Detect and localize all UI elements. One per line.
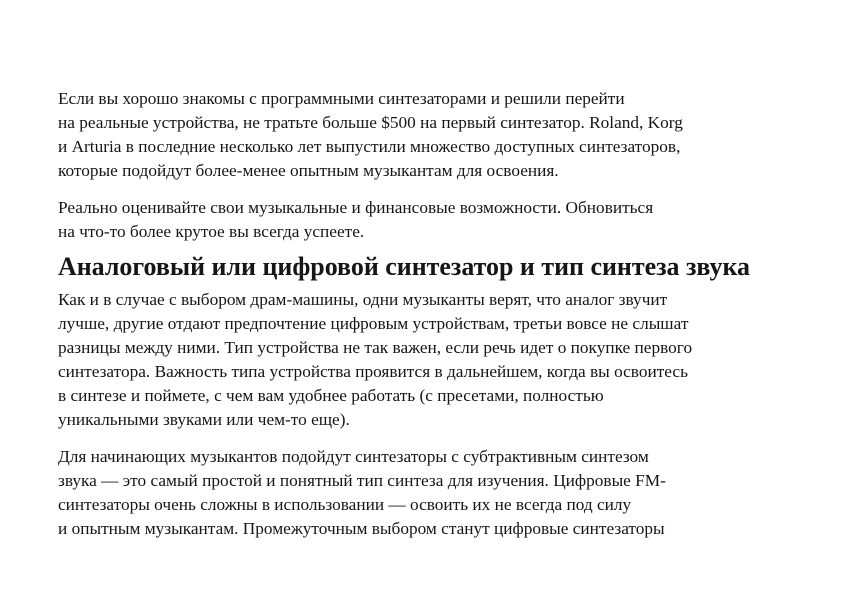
paragraph-line: и Arturia в последние несколько лет выпустили множество доступных синтезаторов, <box>58 137 681 156</box>
paragraph-line: Реально оценивайте свои музыкальные и финансовые возможности. Обновиться <box>58 198 654 217</box>
paragraph-line: синтезатора. Важность типа устройства проявится в дальнейшем, когда вы освоитесь <box>58 362 688 381</box>
paragraph-line: Для начинающих музыкантов подойдут синтезаторы с субтрактивным синтезом <box>58 447 649 466</box>
paragraph-line: и опытным музыкантам. Промежуточным выбором станут цифровые синтезаторы <box>58 519 665 538</box>
paragraph-line: в синтезе и поймете, с чем вам удобнее работать (с пресетами, полностью <box>58 386 604 405</box>
paragraph-line: разницы между ними. Тип устройства не так важен, если речь идет о покупке первого <box>58 338 693 357</box>
paragraph-line: синтезаторы очень сложны в использовании — освоить их не всегда под силу <box>58 495 632 514</box>
paragraph-line: Если вы хорошо знакомы с программными синтезаторами и решили перейти <box>58 89 625 108</box>
paragraph-line: на реальные устройства, не тратьте больше $500 на первый синтезатор. Roland, Korg <box>58 113 683 132</box>
paragraph-line: которые подойдут более-менее опытным музыкантам для освоения. <box>58 161 559 180</box>
paragraph-line: Как и в случае с выбором драм-машины, одни музыканты верят, что аналог звучит <box>58 290 668 309</box>
paragraph-beginners <box>58 445 798 541</box>
paragraph-intro <box>58 87 798 183</box>
paragraph-advice <box>58 196 798 244</box>
document-page <box>58 87 798 541</box>
paragraph-line: звука — это самый простой и понятный тип синтеза для изучения. Цифровые FM- <box>58 471 666 490</box>
paragraph-analog-digital <box>58 288 798 432</box>
paragraph-line: лучше, другие отдают предпочтение цифровым устройствам, третьи вовсе не слышат <box>58 314 689 333</box>
section-heading: Аналоговый или цифровой синтезатор и тип синтеза звука <box>58 252 751 281</box>
paragraph-line: на что-то более крутое вы всегда успеете. <box>58 222 365 241</box>
paragraph-line: уникальными звуками или чем-то еще). <box>58 410 350 429</box>
